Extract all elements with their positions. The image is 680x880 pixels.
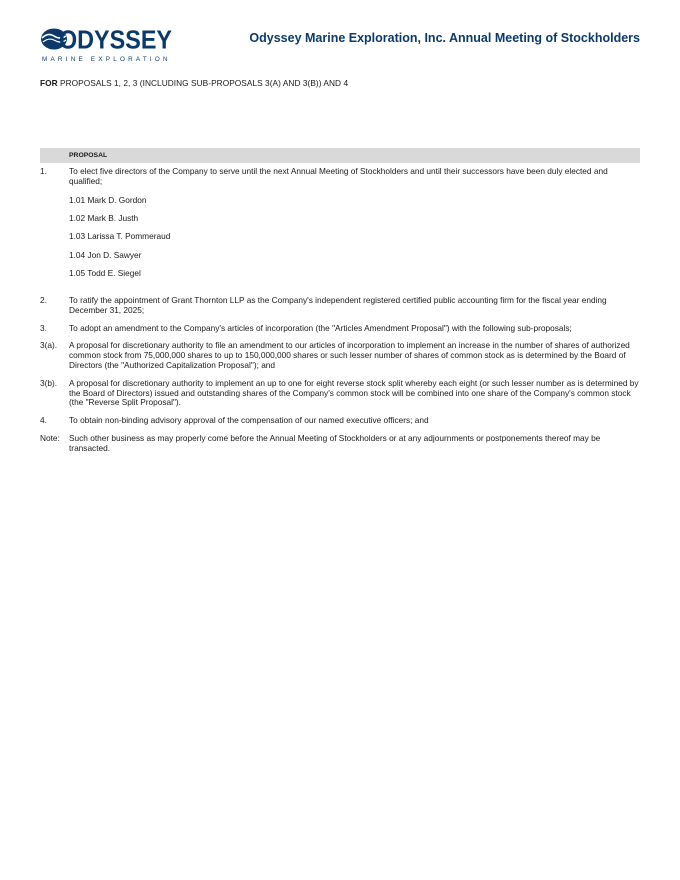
proposal-2 — [40, 296, 640, 316]
vote-recommendation — [40, 78, 348, 88]
proposal-3a — [40, 341, 640, 370]
page-title: Odyssey Marine Exploration, Inc. Annual Meeting of Stockholders — [249, 31, 640, 45]
proposal-note — [40, 434, 640, 454]
note-text: Such other business as may properly come before the Annual Meeting of Stockholders or at any adjournments or postponements thereof may be transacted. — [69, 432, 601, 453]
nominee-item: 1.02 Mark B. Justh — [69, 212, 139, 223]
odyssey-logo — [40, 24, 174, 66]
proposal-text: To ratify the appointment of Grant Thornton LLP as the Company's independent registered certified public accounting firm for the fiscal year ending December 31, 2025; — [69, 294, 607, 315]
logo-text: ODYSSEY — [59, 24, 172, 55]
proposal-list — [40, 167, 640, 454]
nominee-item: 1.03 Larissa T. Pommeraud — [69, 231, 171, 242]
proposal-4 — [40, 416, 640, 426]
proposal-header-label: PROPOSAL — [69, 151, 108, 159]
proposal-number: 3. — [40, 322, 47, 333]
proposal-number: 2. — [40, 294, 47, 305]
proposal-text: To elect five directors of the Company to serve until the next Annual Meeting of Stockholders and until their successors have been duly elected and qualified; — [69, 166, 608, 186]
odyssey-logo-mark — [40, 24, 174, 66]
nominee-list — [40, 196, 640, 279]
proposal-text: To adopt an amendment to the Company's articles of incorporation (the "Articles Amendment Proposal") with the following sub-proposals; — [69, 322, 572, 333]
proposal-3 — [40, 324, 640, 334]
proposal-3b — [40, 379, 640, 408]
logo-subtext: MARINE EXPLORATION — [42, 56, 170, 63]
proposal-1 — [40, 167, 640, 187]
proposal-header-bar — [40, 148, 640, 163]
nominee-item: 1.05 Todd E. Siegel — [69, 268, 141, 279]
proposal-text: A proposal for discretionary authority to file an amendment to our articles of incorporation to implement an increase in the number of shares of authorized common stock from 75,000,000 shares to up to 150,000,000 shares or such lesser number of shares of common stock as is determined by the Board of Directors (the "Authorized Capitalization Proposal"); and — [69, 340, 630, 370]
proposal-text: A proposal for discretionary authority to implement an up to one for eight reverse stock split whereby each eight (or such lesser number as is determined by the Board of Directors) issued and outstanding shares of the Company's common stock will be combined into one share of the Company's common stock (the "Reverse Split Proposal"). — [69, 377, 639, 408]
note-label: Note: — [40, 432, 60, 443]
proposal-number: 3(a). — [40, 340, 58, 351]
nominee-item: 1.04 Jon D. Sawyer — [69, 249, 142, 260]
for-label: FOR — [40, 78, 58, 88]
proposal-number: 1. — [40, 166, 47, 176]
for-text: PROPOSALS 1, 2, 3 (INCLUDING SUB-PROPOSALS 3(A) AND 3(B)) AND 4 — [60, 78, 349, 88]
proposal-number: 4. — [40, 415, 47, 426]
nominee-item: 1.01 Mark D. Gordon — [69, 194, 147, 205]
proposal-number: 3(b). — [40, 377, 58, 388]
proposal-text: To obtain non-binding advisory approval of the compensation of our named executive officers; and — [69, 415, 429, 426]
